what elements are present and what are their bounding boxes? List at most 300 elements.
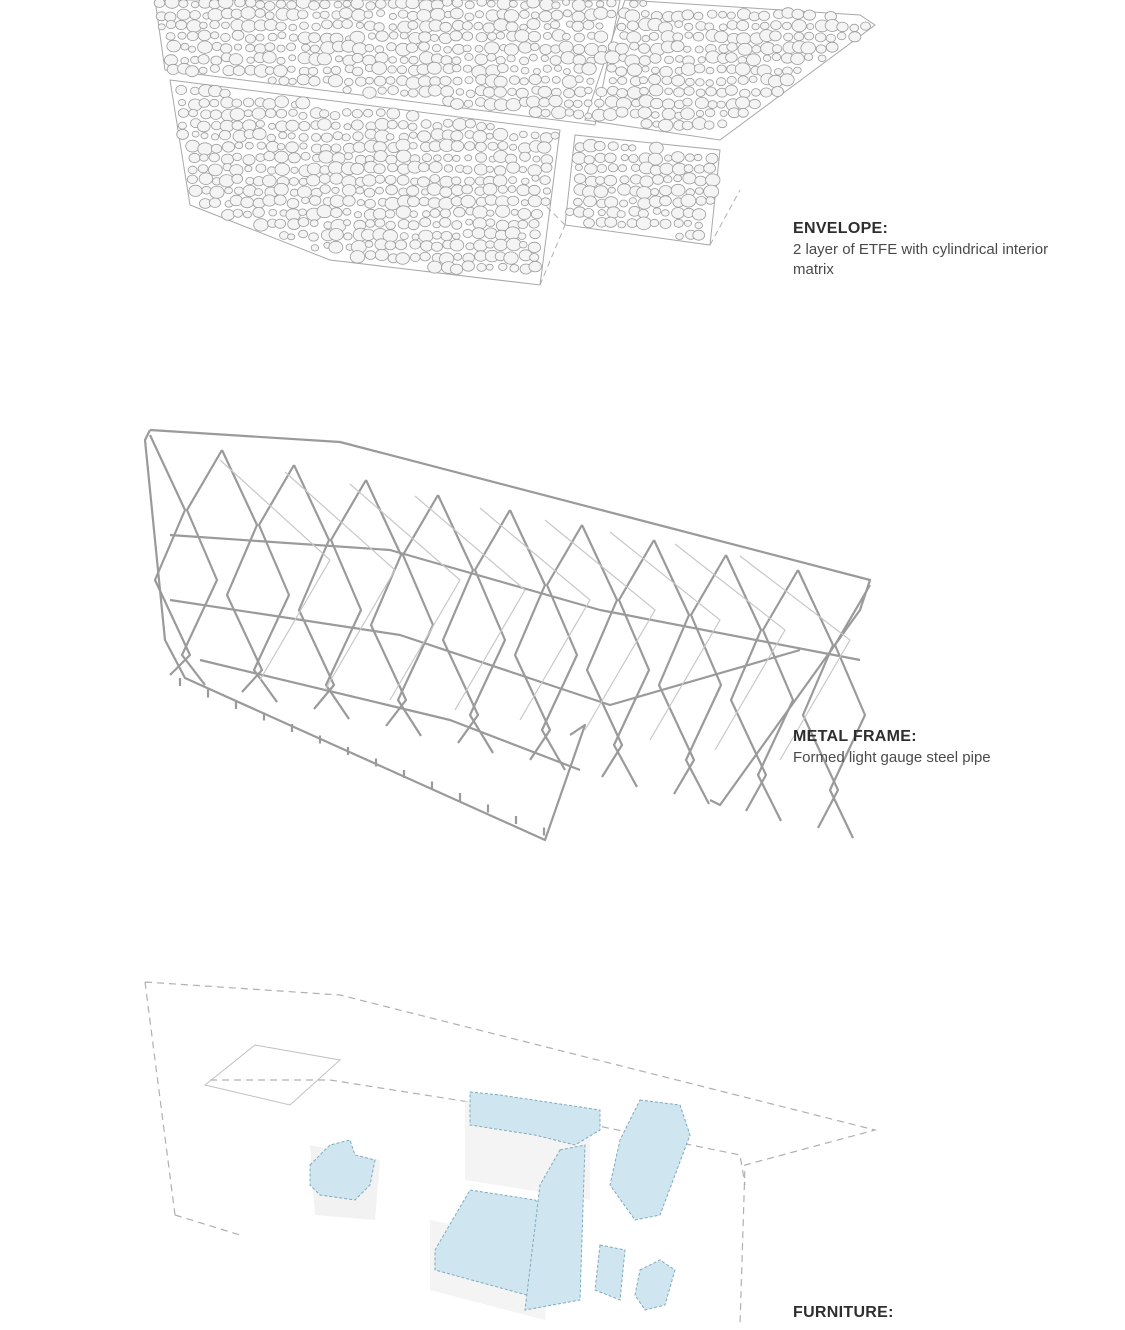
etfe-cell xyxy=(375,249,388,260)
etfe-cell xyxy=(408,221,419,230)
etfe-cell xyxy=(698,57,705,63)
etfe-cell xyxy=(340,8,353,19)
etfe-cell xyxy=(233,209,243,217)
etfe-cell xyxy=(232,30,244,40)
etfe-cell xyxy=(660,186,672,196)
etfe-cell xyxy=(288,133,295,139)
etfe-cell xyxy=(552,2,560,9)
etfe-cell xyxy=(684,46,691,52)
etfe-cell xyxy=(749,99,760,108)
etfe-cell xyxy=(289,24,297,31)
etfe-cell xyxy=(198,121,211,132)
etfe-cell xyxy=(660,66,673,77)
etfe-cell xyxy=(264,151,275,160)
etfe-cell xyxy=(178,109,188,118)
furniture-title: FURNITURE: xyxy=(793,1304,894,1321)
etfe-cell xyxy=(407,186,419,196)
etfe-cell xyxy=(342,109,351,117)
etfe-cell xyxy=(209,153,219,162)
etfe-cell xyxy=(675,21,683,28)
etfe-cell xyxy=(276,109,286,118)
etfe-cell xyxy=(462,261,474,271)
etfe-cell xyxy=(219,130,230,140)
etfe-cell xyxy=(299,121,310,130)
etfe-cell xyxy=(244,110,252,117)
etfe-cell xyxy=(299,112,307,119)
etfe-cell xyxy=(494,76,507,87)
etfe-cell xyxy=(410,211,418,218)
etfe-cell xyxy=(759,11,770,20)
etfe-cell xyxy=(408,89,418,97)
etfe-cell xyxy=(486,241,495,248)
etfe-cell xyxy=(550,21,559,29)
etfe-cell xyxy=(419,42,430,51)
etfe-cell xyxy=(406,0,419,9)
etfe-cell xyxy=(440,76,451,85)
etfe-cell xyxy=(486,133,493,139)
etfe-cell xyxy=(736,97,750,109)
etfe-cell xyxy=(693,32,703,41)
etfe-cell xyxy=(849,32,861,42)
etfe-cell xyxy=(412,234,419,240)
etfe-cell xyxy=(837,32,846,39)
etfe-cell xyxy=(385,241,396,250)
etfe-cell xyxy=(365,251,375,260)
etfe-cell xyxy=(716,78,725,86)
frame-rib xyxy=(222,450,262,692)
etfe-cell xyxy=(475,45,483,52)
metal-frame-drawing xyxy=(0,420,1125,860)
etfe-cell xyxy=(650,54,661,64)
etfe-cell xyxy=(401,90,408,96)
etfe-cell xyxy=(256,120,264,127)
etfe-cell xyxy=(387,43,397,51)
etfe-cell xyxy=(706,80,714,87)
etfe-cell xyxy=(474,22,483,30)
etfe-cell xyxy=(563,0,570,5)
etfe-cell xyxy=(452,57,461,65)
frame-rib xyxy=(686,555,726,804)
etfe-cell xyxy=(221,33,231,41)
etfe-cell xyxy=(233,66,245,76)
etfe-cell xyxy=(275,151,289,163)
etfe-cell xyxy=(452,65,461,72)
etfe-cell xyxy=(861,22,871,30)
etfe-cell xyxy=(376,109,385,117)
etfe-cell xyxy=(418,131,431,142)
etfe-cell xyxy=(507,55,515,62)
etfe-cell xyxy=(486,166,493,172)
etfe-cell xyxy=(636,217,651,230)
etfe-cell xyxy=(463,65,472,72)
etfe-cell xyxy=(518,233,526,240)
etfe-cell xyxy=(466,219,473,225)
etfe-cell xyxy=(344,124,351,130)
etfe-cell xyxy=(649,32,658,40)
etfe-cell xyxy=(363,175,377,186)
etfe-cell xyxy=(267,134,276,141)
etfe-cell xyxy=(563,10,571,17)
etfe-cell xyxy=(508,186,516,193)
etfe-cell xyxy=(585,1,592,7)
etfe-cell xyxy=(434,155,442,162)
etfe-cell xyxy=(818,55,826,62)
etfe-cell xyxy=(263,99,276,110)
etfe-cell xyxy=(695,176,707,186)
etfe-cell xyxy=(167,40,181,52)
etfe-cell xyxy=(289,78,297,85)
etfe-cell xyxy=(409,56,418,64)
etfe-cell xyxy=(475,54,488,65)
etfe-cell xyxy=(450,31,462,41)
etfe-cell xyxy=(737,20,749,30)
etfe-cell xyxy=(231,9,242,19)
etfe-cell xyxy=(187,20,202,32)
etfe-cell xyxy=(530,254,539,262)
etfe-cell xyxy=(521,200,528,206)
etfe-cell xyxy=(210,65,219,73)
etfe-cell xyxy=(694,165,704,173)
etfe-cell xyxy=(665,88,673,95)
etfe-cell xyxy=(555,65,562,71)
etfe-cell xyxy=(440,187,452,197)
etfe-cell xyxy=(452,177,461,185)
etfe-cell xyxy=(232,121,243,130)
etfe-cell xyxy=(518,209,531,220)
etfe-cell xyxy=(461,195,475,207)
etfe-cell xyxy=(652,175,663,185)
frame-inner-brace xyxy=(415,496,525,710)
metal-frame-caption xyxy=(793,728,1093,768)
etfe-cell xyxy=(594,31,607,42)
etfe-cell xyxy=(451,131,463,141)
etfe-cell xyxy=(681,194,696,207)
etfe-cell xyxy=(432,242,443,251)
etfe-cell xyxy=(398,10,408,18)
etfe-cell xyxy=(564,89,575,98)
etfe-cell xyxy=(277,144,285,150)
etfe-cell xyxy=(826,34,835,42)
etfe-cell xyxy=(640,0,647,6)
etfe-cell xyxy=(350,251,365,263)
etfe-cell xyxy=(484,228,497,239)
etfe-cell xyxy=(737,33,751,45)
etfe-cell xyxy=(256,1,265,9)
etfe-cell xyxy=(483,87,495,97)
etfe-cell xyxy=(720,110,727,116)
etfe-cell xyxy=(389,57,397,64)
etfe-cell xyxy=(268,33,277,41)
etfe-cell xyxy=(672,75,685,86)
etfe-cell xyxy=(256,164,266,172)
etfe-cell xyxy=(419,163,430,172)
etfe-cell xyxy=(608,142,618,151)
etfe-cell xyxy=(331,208,343,218)
etfe-cell xyxy=(275,96,289,108)
etfe-cell xyxy=(651,67,659,74)
etfe-cell xyxy=(794,67,802,73)
etfe-cell xyxy=(752,23,759,29)
etfe-cell xyxy=(488,142,498,150)
etfe-cell xyxy=(618,221,626,228)
etfe-cell xyxy=(343,87,351,94)
etfe-cell xyxy=(320,110,329,118)
etfe-cell xyxy=(466,90,475,98)
etfe-cell xyxy=(529,107,542,118)
etfe-cell xyxy=(397,66,406,74)
etfe-cell xyxy=(444,165,453,172)
etfe-cell xyxy=(198,143,213,155)
etfe-cell xyxy=(791,53,805,64)
etfe-cell xyxy=(540,176,550,185)
etfe-cell xyxy=(398,219,409,229)
etfe-cell xyxy=(631,164,640,171)
etfe-cell xyxy=(432,45,440,52)
etfe-cell xyxy=(550,56,561,66)
etfe-cell xyxy=(770,31,782,41)
etfe-cell xyxy=(665,155,673,161)
etfe-cell xyxy=(519,167,526,173)
etfe-cell xyxy=(529,185,541,195)
etfe-cell xyxy=(199,99,209,108)
etfe-cell xyxy=(651,98,663,108)
etfe-cell xyxy=(695,46,703,53)
etfe-cell xyxy=(783,22,792,29)
etfe-cell xyxy=(573,100,582,107)
etfe-cell xyxy=(318,119,332,131)
etfe-cell xyxy=(388,163,398,171)
etfe-cell xyxy=(660,219,671,228)
etfe-cell xyxy=(453,233,461,239)
etfe-cell xyxy=(473,206,488,219)
etfe-cell xyxy=(243,155,255,165)
etfe-cell xyxy=(694,12,703,20)
etfe-cell xyxy=(508,88,517,95)
etfe-cell xyxy=(465,1,474,9)
etfe-cell xyxy=(354,212,361,218)
etfe-cell xyxy=(609,78,616,84)
etfe-cell xyxy=(276,22,286,31)
etfe-cell xyxy=(527,19,540,30)
etfe-cell xyxy=(453,44,465,54)
etfe-cell xyxy=(444,154,453,161)
etfe-cell xyxy=(218,0,233,8)
etfe-cell xyxy=(427,183,441,195)
etfe-cell xyxy=(334,1,342,8)
etfe-cell xyxy=(604,175,616,186)
etfe-cell xyxy=(510,134,518,141)
etfe-cell xyxy=(418,177,430,187)
etfe-cell xyxy=(331,122,340,129)
etfe-cell xyxy=(737,9,750,20)
etfe-cell xyxy=(692,209,705,220)
etfe-cell xyxy=(686,78,695,86)
etfe-cell xyxy=(329,241,343,253)
etfe-cell xyxy=(343,1,351,8)
etfe-cell xyxy=(572,0,586,11)
etfe-cell xyxy=(365,199,376,208)
etfe-cell xyxy=(302,44,310,51)
etfe-cell xyxy=(211,56,222,65)
etfe-cell xyxy=(242,20,256,32)
etfe-cell xyxy=(531,132,539,139)
etfe-cell xyxy=(551,132,559,139)
etfe-cell xyxy=(717,65,726,73)
furniture-drawing xyxy=(0,970,1125,1330)
etfe-cell xyxy=(247,57,255,63)
etfe-cell xyxy=(178,122,186,129)
etfe-cell xyxy=(638,198,651,209)
etfe-cell xyxy=(584,100,592,107)
etfe-cell xyxy=(706,174,720,186)
etfe-cell xyxy=(385,210,395,218)
etfe-cell xyxy=(430,209,440,218)
etfe-cell xyxy=(265,12,274,20)
etfe-cell xyxy=(352,109,362,118)
etfe-cell xyxy=(245,166,252,172)
etfe-cell xyxy=(517,185,530,196)
etfe-cell xyxy=(275,219,286,228)
etfe-cell xyxy=(476,33,487,42)
etfe-cell xyxy=(410,253,420,261)
etfe-cell xyxy=(408,196,420,206)
etfe-cell xyxy=(617,23,626,30)
etfe-cell xyxy=(541,55,548,61)
etfe-cell xyxy=(516,88,528,98)
etfe-cell xyxy=(816,45,826,53)
etfe-cell xyxy=(494,239,507,250)
etfe-cell xyxy=(804,10,816,20)
etfe-cell xyxy=(483,183,497,195)
etfe-cell xyxy=(696,79,705,86)
etfe-cell xyxy=(440,176,453,187)
etfe-cell xyxy=(719,24,727,31)
etfe-cell xyxy=(463,166,472,174)
etfe-cell xyxy=(191,87,200,95)
etfe-cell xyxy=(268,77,276,84)
etfe-cell xyxy=(200,22,208,29)
etfe-cell xyxy=(493,175,507,187)
etfe-cell xyxy=(595,177,604,185)
etfe-cell xyxy=(269,123,276,129)
etfe-cell xyxy=(400,233,408,240)
etfe-cell xyxy=(641,11,649,18)
etfe-cell xyxy=(499,263,507,270)
etfe-cell xyxy=(642,66,649,72)
toilet-piece xyxy=(595,1245,625,1300)
etfe-cell xyxy=(620,176,629,184)
etfe-cell xyxy=(650,142,664,154)
etfe-cell xyxy=(487,124,495,130)
etfe-cell xyxy=(486,264,493,270)
etfe-cell xyxy=(510,265,519,273)
etfe-cell xyxy=(200,154,209,161)
etfe-cell xyxy=(629,198,636,204)
etfe-cell xyxy=(544,24,551,30)
etfe-cell xyxy=(653,208,661,215)
etfe-cell xyxy=(487,53,496,61)
etfe-cell xyxy=(487,210,494,216)
etfe-cell xyxy=(572,11,585,22)
etfe-cell xyxy=(299,134,308,142)
etfe-cell xyxy=(649,84,663,96)
etfe-cell xyxy=(706,197,715,205)
etfe-cell xyxy=(221,44,232,54)
etfe-cell xyxy=(330,112,340,120)
etfe-cell xyxy=(330,195,344,207)
etfe-cell xyxy=(496,57,505,65)
etfe-cell xyxy=(727,43,737,52)
envelope-description: 2 layer of ETFE with cylindrical interior matrix xyxy=(793,241,1049,278)
etfe-cell xyxy=(608,164,618,172)
etfe-cell xyxy=(210,186,224,198)
etfe-cell xyxy=(575,164,582,170)
etfe-cell xyxy=(616,67,627,76)
etfe-cell xyxy=(198,165,208,173)
etfe-cell xyxy=(529,261,541,272)
etfe-cell xyxy=(229,54,243,65)
etfe-cell xyxy=(551,10,563,20)
etfe-cell xyxy=(312,23,321,30)
etfe-cell xyxy=(234,44,241,50)
etfe-cell xyxy=(246,0,256,7)
etfe-cell xyxy=(649,74,661,84)
etfe-cell xyxy=(562,33,570,40)
etfe-cell xyxy=(241,197,254,208)
etfe-cell xyxy=(313,12,321,19)
etfe-cell xyxy=(596,87,607,96)
etfe-cell xyxy=(198,30,210,41)
etfe-cell xyxy=(607,0,616,7)
etfe-cell xyxy=(387,108,400,119)
etfe-cell xyxy=(735,63,750,76)
etfe-cell xyxy=(674,88,685,97)
etfe-cell xyxy=(696,89,705,97)
etfe-cell xyxy=(474,164,487,175)
etfe-cell xyxy=(541,109,550,117)
etfe-cell xyxy=(563,69,570,75)
etfe-cell xyxy=(676,233,684,239)
etfe-cell xyxy=(440,209,450,218)
etfe-cell xyxy=(540,45,552,55)
etfe-cell xyxy=(529,220,539,229)
etfe-cell xyxy=(388,66,397,73)
frame-ring-beam xyxy=(170,600,800,705)
etfe-cell xyxy=(618,77,627,85)
etfe-cell xyxy=(178,99,185,105)
etfe-cell xyxy=(375,175,385,183)
etfe-cell xyxy=(528,31,540,41)
frame-inner-brace xyxy=(350,484,460,700)
etfe-cell xyxy=(353,142,365,152)
etfe-cell xyxy=(198,41,213,53)
etfe-cell xyxy=(374,76,386,86)
etfe-cell xyxy=(419,230,433,242)
etfe-cell xyxy=(309,76,320,86)
etfe-cell xyxy=(639,56,651,66)
etfe-cell xyxy=(364,109,373,117)
etfe-cell xyxy=(695,188,703,195)
etfe-cell xyxy=(222,142,234,152)
etfe-cell xyxy=(704,121,714,129)
etfe-cell xyxy=(538,142,551,153)
etfe-cell xyxy=(651,189,659,196)
etfe-cell xyxy=(419,32,431,43)
etfe-cell xyxy=(400,57,408,64)
etfe-cell xyxy=(220,89,230,98)
etfe-cell xyxy=(289,34,298,41)
etfe-cell xyxy=(618,165,626,172)
